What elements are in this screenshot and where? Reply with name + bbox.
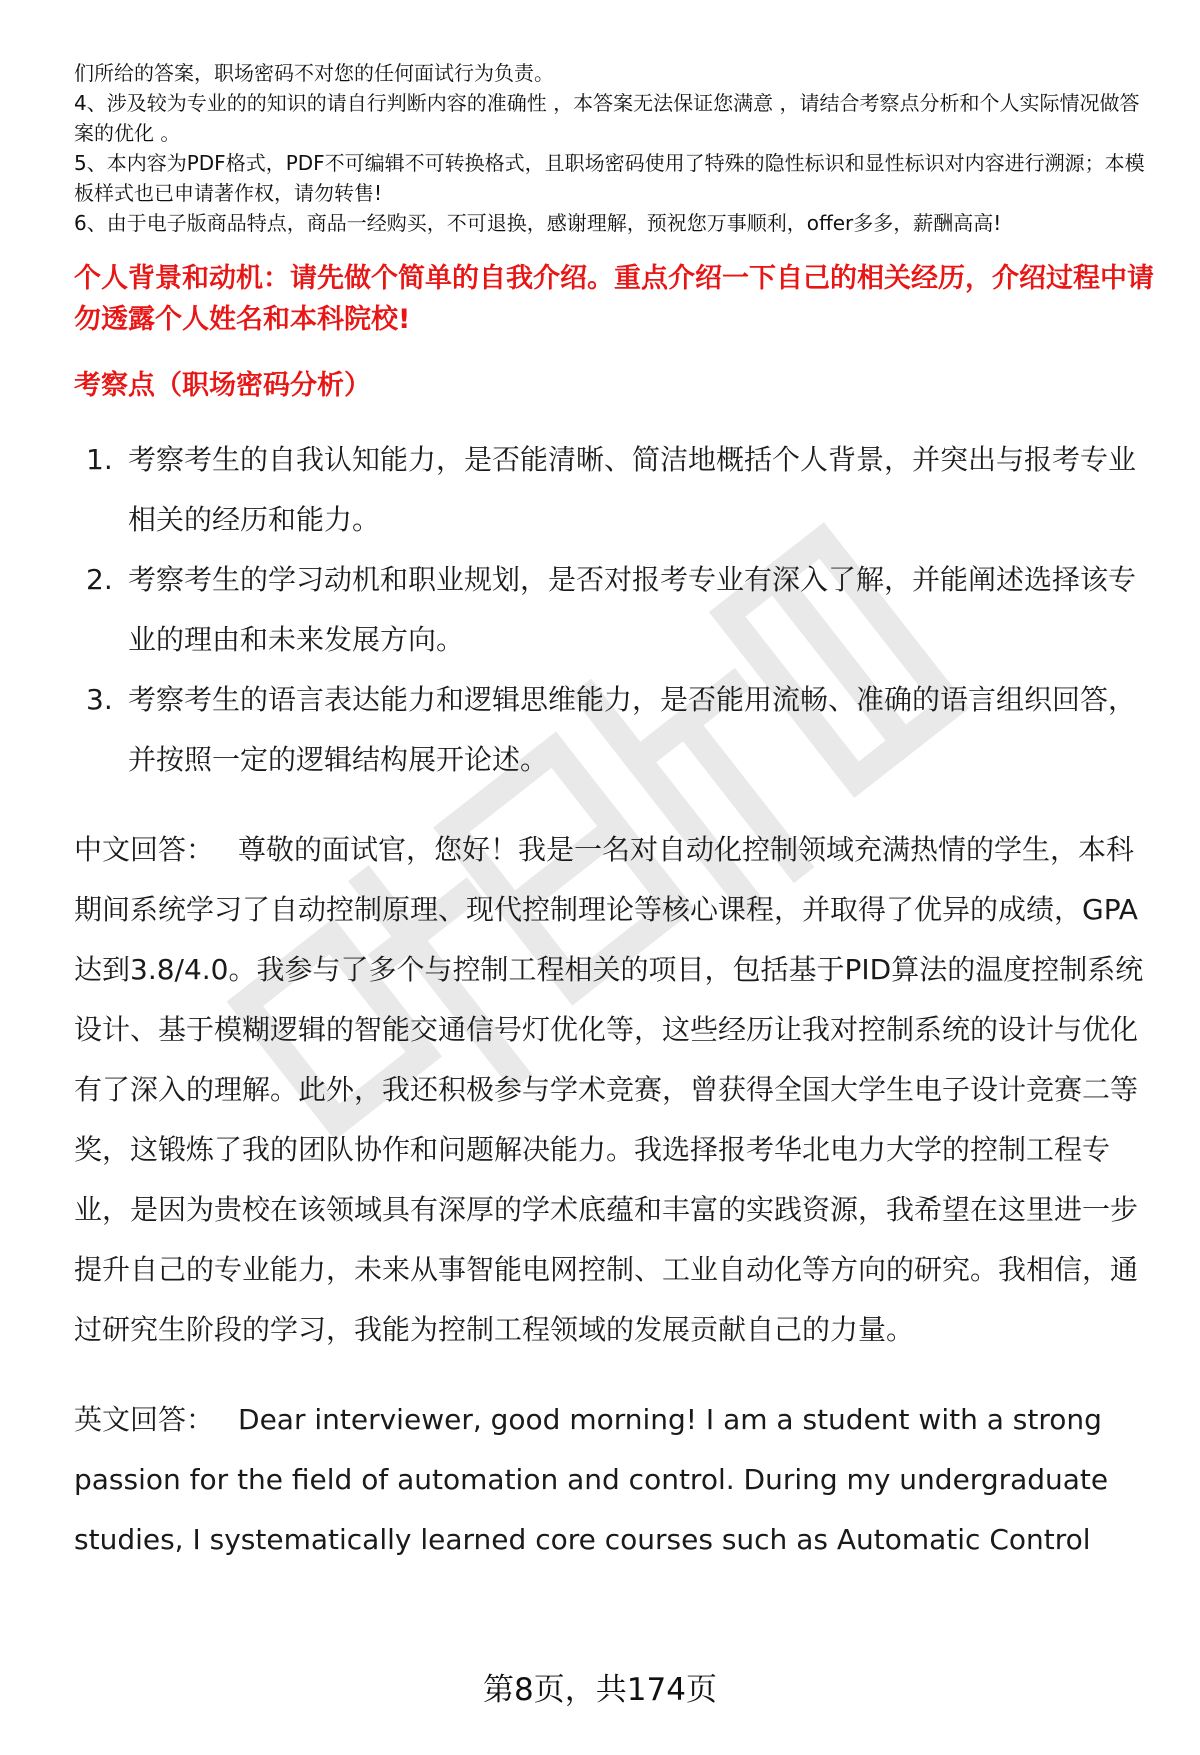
key-points-list <box>74 430 1154 790</box>
interview-question: 个人背景和动机：请先做个简单的自我介绍。重点介绍一下自己的相关经历，介绍过程中请勿透露个人姓名和本科院校! <box>74 263 1154 335</box>
key-point-item <box>74 430 1154 550</box>
english-answer <box>74 1390 1154 1570</box>
note-line: 4、涉及较为专业的的知识的请自行判断内容的准确性 ，本答案无法保证您满意 ，请结合考察点分析和个人实际情况做答案的优化 。 <box>74 91 1140 145</box>
note-line: 5、本内容为PDF格式，PDF不可编辑不可转换格式，且职场密码使用了特殊的隐性标识和显性标识对内容进行溯源；本模板样式也已申请著作权，请勿转售! <box>74 151 1145 205</box>
key-point-text: 考察考生的学习动机和职业规划，是否对报考专业有深入了解，并能阐述选择该专业的理由和未来发展方向。 <box>128 563 1137 656</box>
page-number: 第8页，共174页 <box>483 1672 717 1708</box>
document-page <box>74 58 1154 1570</box>
chinese-answer-label: 中文回答： <box>74 833 215 866</box>
chinese-answer-text: 尊敬的面试官，您好！我是一名对自动化控制领域充满热情的学生，本科期间系统学习了自动控制原理、现代控制理论等核心课程，并取得了优异的成绩，GPA达到3.8/4.0。我参与了多个与控制工程相关的项目，包括基于PID算法的温度控制系统设计、基于模糊逻辑的智能交通信号灯优化等，这些经历让我对控制系统的设计与优化有了深入的理解。此外，我还积极参与学术竞赛，曾获得全国大学生电子设计竞赛二等奖，这锻炼了我的团队协作和问题解决能力。我选择报考华北电力大学的控制工程专业，是因为贵校在该领域具有深厚的学术底蕴和丰富的实践资源，我希望在这里进一步提升自己的专业能力，未来从事智能电网控制、工业自动化等方向的研究。我相信，通过研究生阶段的学习，我能为控制工程领域的发展贡献自己的力量。 <box>74 833 1144 1346</box>
english-answer-label: 英文回答： <box>74 1403 215 1436</box>
key-point-text: 考察考生的自我认知能力，是否能清晰、简洁地概括个人背景，并突出与报考专业相关的经历和能力。 <box>128 443 1137 536</box>
key-point-text: 考察考生的语言表达能力和逻辑思维能力，是否能用流畅、准确的语言组织回答，并按照一定的逻辑结构展开论述。 <box>128 683 1137 776</box>
key-point-item <box>74 550 1154 670</box>
key-point-number: 1. <box>86 443 113 476</box>
key-points-title: 考察点（职场密码分析） <box>74 370 371 401</box>
note-line: 们所给的答案，职场密码不对您的任何面试行为负责。 <box>74 61 554 85</box>
key-point-item <box>74 670 1154 790</box>
key-point-number: 2. <box>86 563 113 596</box>
english-answer-text: Dear interviewer, good morning! I am a student with a strong passion for the field of automation and control. During my undergraduate studies, I systematically learned core courses such as Automatic Control <box>74 1403 1109 1556</box>
chinese-answer <box>74 820 1154 1360</box>
key-point-number: 3. <box>86 683 113 716</box>
note-line: 6、由于电子版商品特点，商品一经购买，不可退换，感谢理解，预祝您万事顺利，offer多多，薪酬高高! <box>74 211 1002 235</box>
notes-section <box>74 58 1154 238</box>
